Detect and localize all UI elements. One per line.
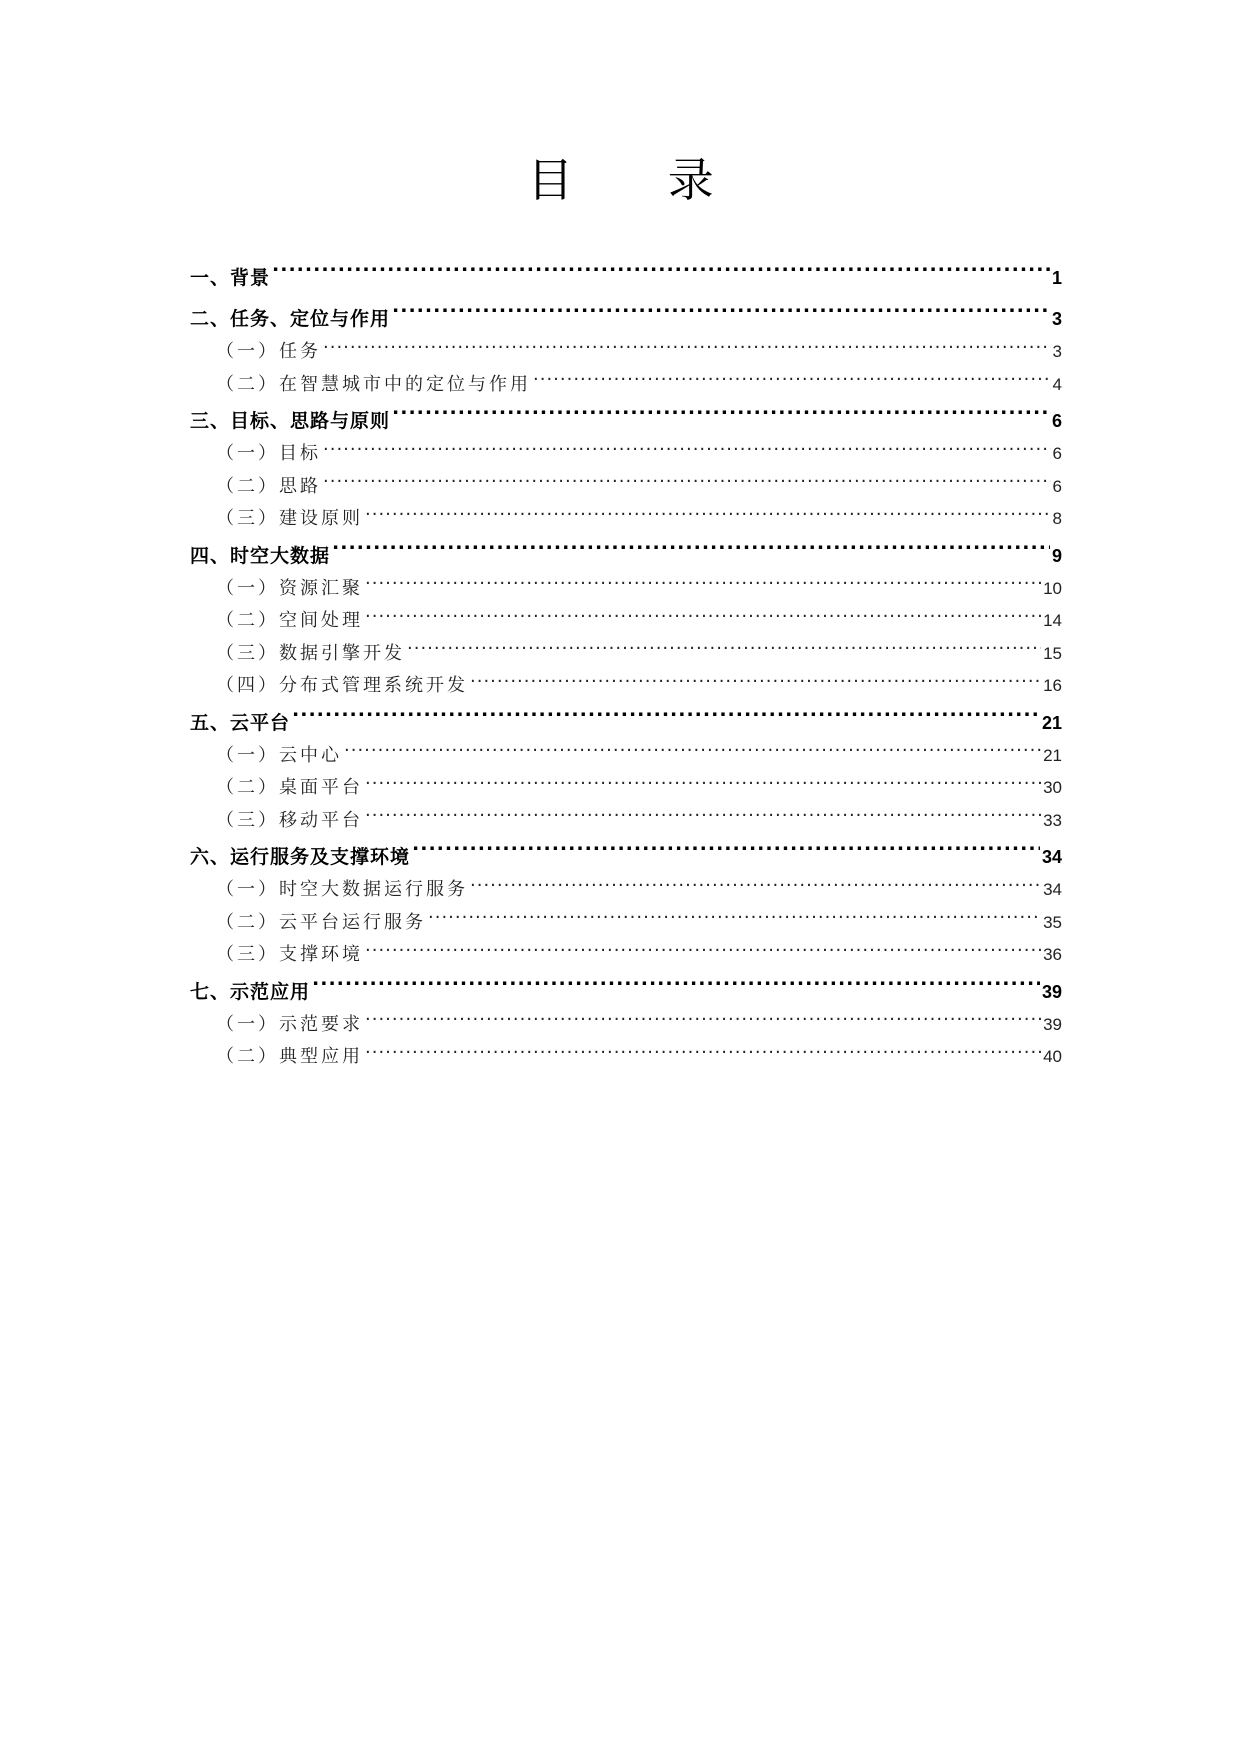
toc-entry-level2[interactable] — [190, 336, 1062, 369]
toc-page-number: 3 — [1051, 309, 1062, 329]
dot-leader — [365, 808, 1041, 826]
toc-entry-label: 一、背景 — [190, 267, 271, 289]
toc-page-number: 34 — [1041, 847, 1062, 867]
toc-entry-label: （三）移动平台 — [216, 809, 363, 831]
dot-leader — [365, 942, 1041, 960]
toc-page-number: 9 — [1051, 545, 1062, 566]
toc-entry-label: （一）目标 — [216, 443, 321, 464]
toc-page-number: 35 — [1043, 912, 1062, 932]
toc-entry-level2[interactable] — [190, 1041, 1062, 1074]
toc-entry-label: 七、示范应用 — [190, 980, 311, 1003]
toc-entry-label: （三）支撑环境 — [216, 944, 363, 965]
toc-entry-label: 二、任务、定位与作用 — [190, 308, 391, 330]
toc-entry-level2[interactable] — [190, 503, 1062, 536]
toc-entry-label: （一）云中心 — [216, 744, 342, 766]
toc-page-number: 33 — [1043, 810, 1062, 830]
toc-entry-label: （一）示范要求 — [216, 1013, 363, 1035]
toc-page-number: 40 — [1043, 1047, 1062, 1066]
toc-entry-label: （二）桌面平台 — [216, 777, 363, 798]
toc-page-number: 30 — [1043, 778, 1062, 797]
dot-leader — [312, 979, 1040, 998]
toc-entry-label: （三）数据引擎开发 — [216, 642, 405, 664]
dot-leader — [332, 543, 1050, 562]
toc-entry-label: （一）任务 — [216, 341, 321, 362]
toc-entry-level2[interactable] — [190, 907, 1062, 940]
toc-entry-label: （二）思路 — [216, 475, 321, 497]
toc-entry-level2[interactable] — [190, 605, 1062, 638]
dot-leader — [470, 673, 1041, 691]
dot-leader — [365, 608, 1041, 626]
toc-page-number: 16 — [1043, 676, 1062, 695]
toc-page-number: 36 — [1043, 945, 1062, 964]
dot-leader — [533, 372, 1051, 390]
page-title: 目 录 — [527, 153, 754, 207]
toc-page-number: 6 — [1051, 411, 1062, 431]
toc-entry-label: （四）分布式管理系统开发 — [216, 675, 468, 696]
dot-leader — [365, 775, 1041, 793]
toc-entry-level2[interactable] — [190, 939, 1062, 972]
dot-leader — [323, 474, 1051, 492]
dot-leader — [344, 743, 1041, 761]
dot-leader — [365, 1044, 1041, 1062]
toc-entry-level2[interactable] — [190, 369, 1062, 402]
toc-entry-label: （一）资源汇聚 — [216, 577, 363, 599]
toc-entry-level2[interactable] — [190, 573, 1062, 606]
toc-entry-label: （二）云平台运行服务 — [216, 911, 426, 933]
dot-leader — [365, 506, 1051, 524]
toc-entry-level2[interactable] — [190, 670, 1062, 703]
toc-entry-level2[interactable] — [190, 874, 1062, 907]
toc-entry-level2[interactable] — [190, 805, 1062, 838]
toc-entry-level2[interactable] — [190, 740, 1062, 773]
toc-entry-level2[interactable] — [190, 638, 1062, 671]
toc-page-number: 8 — [1052, 509, 1062, 528]
dot-leader — [428, 910, 1041, 928]
dot-leader — [392, 306, 1050, 325]
toc-entry-label: （二）在智慧城市中的定位与作用 — [216, 373, 531, 395]
toc-entry-label: 六、运行服务及支撑环境 — [190, 846, 411, 868]
toc-page-number: 21 — [1041, 712, 1062, 733]
toc-page-number: 14 — [1043, 611, 1062, 630]
toc-entry-level1[interactable] — [190, 703, 1062, 744]
dot-leader — [365, 576, 1041, 594]
toc-page-number: 6 — [1052, 444, 1062, 463]
dot-leader — [292, 710, 1040, 729]
dot-leader — [412, 844, 1040, 863]
toc-entry-level1[interactable] — [190, 258, 1062, 299]
toc-entry-level2[interactable] — [190, 1009, 1062, 1042]
toc-entry-label: 四、时空大数据 — [190, 544, 331, 567]
toc-entry-label: （三）建设原则 — [216, 508, 363, 529]
toc-entry-level1[interactable] — [190, 837, 1062, 878]
toc-entry-level2[interactable] — [190, 772, 1062, 805]
toc-entry-label: 三、目标、思路与原则 — [190, 410, 391, 432]
toc-page-number: 3 — [1052, 342, 1062, 361]
dot-leader — [323, 441, 1051, 459]
toc-page-number: 6 — [1052, 476, 1062, 496]
dot-leader — [470, 877, 1041, 895]
toc-page-number: 39 — [1043, 1014, 1062, 1034]
dot-leader — [365, 1012, 1041, 1030]
toc-entry-label: （二）典型应用 — [216, 1046, 363, 1067]
toc-entry-label: （一）时空大数据运行服务 — [216, 879, 468, 900]
toc-page-number: 4 — [1052, 374, 1062, 394]
toc-page-number: 21 — [1043, 745, 1062, 765]
toc-entry-level1[interactable] — [190, 299, 1062, 340]
toc-page-number: 39 — [1041, 981, 1062, 1002]
dot-leader — [323, 339, 1051, 357]
toc-entry-level1[interactable] — [190, 536, 1062, 577]
toc-entry-label: 五、云平台 — [190, 711, 291, 734]
dot-leader — [407, 641, 1041, 659]
toc-entry-level2[interactable] — [190, 471, 1062, 504]
dot-leader — [272, 265, 1050, 284]
toc-page-number: 10 — [1043, 578, 1062, 598]
toc-entry-level2[interactable] — [190, 438, 1062, 471]
toc-entry-level1[interactable] — [190, 972, 1062, 1013]
dot-leader — [392, 408, 1050, 427]
toc-entry-label: （二）空间处理 — [216, 610, 363, 631]
table-of-contents — [190, 258, 1062, 1074]
toc-page-number: 1 — [1051, 268, 1062, 288]
toc-page-number: 34 — [1043, 880, 1062, 899]
toc-entry-level1[interactable] — [190, 401, 1062, 442]
toc-page-number: 15 — [1043, 643, 1062, 663]
